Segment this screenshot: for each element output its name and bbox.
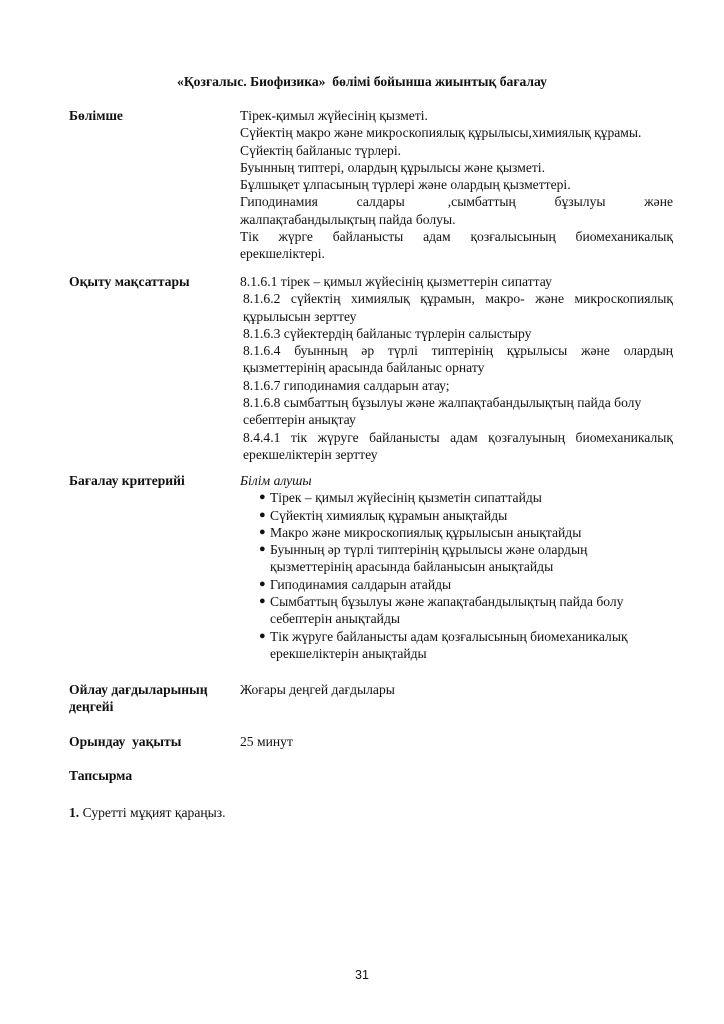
bullet-icon: ● bbox=[259, 543, 266, 556]
objective-line: 8.4.4.1 тік жүруге байланысты адам қозғалуының биомеханикалық bbox=[243, 429, 673, 445]
criteria-list bbox=[240, 489, 673, 662]
criteria-item: ● Макро және микроскопиялық құрылысын анықтайды bbox=[259, 524, 582, 540]
objectives-label: Оқыту мақсаттары bbox=[69, 274, 190, 289]
criteria-item: ● Тірек – қимыл жүйесінің қызметін сипаттайды bbox=[259, 490, 542, 506]
subsection-line: Тік жүрге байланысты адам қозғалысының биомеханикалық bbox=[240, 229, 673, 245]
time-label: Орындау уақыты bbox=[69, 734, 182, 749]
subsection-line: жалпақтабандылықтың пайда болуы. bbox=[240, 211, 456, 227]
subsection-line: Сүйектің макро және микроскопиялық құрылысы,химиялық құрамы. bbox=[240, 125, 642, 141]
subsection-line: Сүйектің байланыс түрлері. bbox=[240, 142, 402, 158]
objective-line: 8.1.6.1 тірек – қимыл жүйесінің қызметтерін сипаттау bbox=[240, 274, 552, 289]
objective-line: қызметтерінің арасында байланыс орнату bbox=[243, 360, 485, 376]
criteria-content bbox=[240, 472, 673, 662]
criteria-item: ● Сүйектің химиялық құрамын анықтайды bbox=[259, 507, 508, 523]
objective-line: 8.1.6.2 сүйектің химиялық құрамын, макро- және микроскопиялық bbox=[243, 291, 673, 307]
subsection-label: Бөлімше bbox=[69, 108, 123, 123]
objective-line: 8.1.6.3 сүйектердің байланыс түрлерін салыстыру bbox=[243, 325, 532, 341]
subsection-line: ерекшеліктері. bbox=[240, 246, 325, 262]
time-value: 25 минут bbox=[240, 734, 293, 749]
document-title bbox=[0, 73, 724, 90]
objective-line: себептерін анықтау bbox=[243, 412, 356, 428]
objective-line: 8.1.6.7 гиподинамия салдарын атау; bbox=[243, 377, 450, 393]
subsection-line: Гиподинамия салдары ,сымбаттың бұзылуы және bbox=[240, 194, 673, 210]
task-item-number: 1. bbox=[69, 805, 80, 820]
bullet-icon: ● bbox=[259, 629, 266, 642]
objective-line: 8.1.6.8 сымбаттың бұзылуы және жалпақтабандылықтың пайда болу bbox=[243, 395, 642, 411]
thinking-value: Жоғары деңгей дағдылары bbox=[240, 682, 395, 697]
task-item-text: Суретті мұқият қараңыз. bbox=[79, 805, 226, 820]
thinking-label: Ойлау дағдыларының деңгейі bbox=[69, 682, 208, 715]
bullet-icon: ● bbox=[259, 491, 266, 504]
bullet-icon: ● bbox=[259, 508, 266, 521]
objective-line: ерекшеліктерін зерттеу bbox=[243, 446, 378, 462]
title-part-1: «Қозғалыс. Биофизика» bbox=[177, 74, 326, 89]
subsection-line: Бұлшықет ұлпасының түрлері және олардың қызметтері. bbox=[240, 177, 571, 193]
criteria-label: Бағалау критерийі bbox=[69, 473, 185, 488]
criteria-intro: Білім алушы bbox=[240, 473, 312, 488]
subsection-line: Буынның типтері, олардың құрылысы және қызметі. bbox=[240, 159, 545, 175]
objective-line: 8.1.6.4 буынның әр түрлі типтерінің құрылысы және олардың bbox=[243, 343, 673, 359]
objective-line: құрылысын зерттеу bbox=[243, 308, 357, 324]
criteria-item: ● Сымбаттың бұзылуы және жапақтабандылықтың пайда болу себептерін анықтайды bbox=[259, 594, 624, 627]
bullet-icon: ● bbox=[259, 595, 266, 608]
task-item bbox=[69, 804, 226, 821]
objectives-content bbox=[240, 273, 673, 463]
criteria-item: ● Буынның әр түрлі типтерінің құрылысы және олардың қызметтерінің арасында байланысын анықтайды bbox=[259, 542, 588, 575]
bullet-icon: ● bbox=[259, 525, 266, 538]
criteria-item: ● Гиподинамия салдарын атайды bbox=[259, 576, 452, 592]
task-label: Тапсырма bbox=[69, 768, 133, 783]
title-part-2: бөлімі бойынша жиынтық бағалау bbox=[332, 74, 547, 89]
subsection-line: Тірек-қимыл жүйесінің қызметі. bbox=[240, 108, 428, 123]
bullet-icon: ● bbox=[259, 577, 266, 590]
subsection-content bbox=[240, 107, 673, 263]
page-number: 31 bbox=[355, 968, 369, 982]
criteria-item: ● Тік жүруге байланысты адам қозғалысының биомеханикалық ерекшеліктерін анықтайды bbox=[259, 628, 628, 661]
